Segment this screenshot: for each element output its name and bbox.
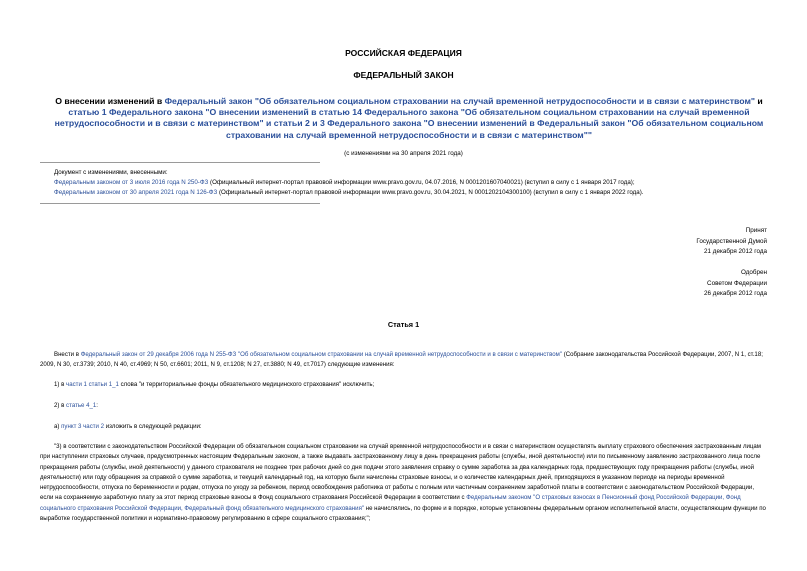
- item-2-link[interactable]: статье 4_1: [66, 402, 97, 409]
- quote-text-2: не начислялись, по форме и в порядке, которые установлены федеральным органом исполнительной власти, осуществляющим функции по выработке государственной политики и нормативно-правовому регулированию в сфере социального страхования;";: [40, 504, 766, 523]
- article-intro-paragraph: [40, 350, 768, 371]
- accepted-date: 21 декабря 2012 года: [704, 248, 767, 255]
- item-a-text-2: изложить в следующей редакции:: [104, 423, 202, 430]
- item-1-text-1: 1) в: [54, 381, 67, 388]
- amendment-item: [54, 188, 644, 198]
- item-2-paragraph: [54, 401, 768, 411]
- approved-date: 26 декабря 2012 года: [704, 290, 767, 297]
- divider-top: [40, 162, 320, 163]
- changes-date: (с изменениями на 30 апреля 2021 года): [344, 150, 463, 157]
- approved-block: [704, 268, 767, 300]
- title-text-1: О внесении изменений в: [55, 96, 165, 106]
- item-1-text-2: слова "и территориальные фонды обязательного медицинского страхования" исключить;: [118, 381, 375, 388]
- amendment-link[interactable]: Федеральным законом от 30 апреля 2021 года N 126-ФЗ: [54, 189, 218, 196]
- item-1-link[interactable]: части 1 статьи 1_1: [66, 381, 119, 388]
- item-1-paragraph: [54, 380, 768, 390]
- accepted-line: Государственной Думой: [696, 237, 767, 245]
- amendments-block: [54, 168, 644, 198]
- item-2-text-1: 2) в: [54, 402, 67, 409]
- item-a-link[interactable]: пункт 3 части 2: [61, 423, 105, 430]
- accepted-block: [696, 226, 767, 258]
- intro-law-link[interactable]: Федеральный закон от 29 декабря 2006 года N 255-ФЗ "Об обязательном социальном страховании на случай временной нетрудоспособности и в связи с материнством": [80, 351, 563, 358]
- quoted-paragraph: [40, 442, 768, 524]
- quote-text-1: "3) в соответствии с законодательством Российской Федерации об обязательном социальном страховании на случай временной нетрудоспособности и в связи с материнством осуществлять выплату страхового обеспечения застрахованным лицам при наступлении страховых случаев, предусмотренных настоящим Федеральным законом, а также выдавать застрахованному лицу в день прекращения работы (службы, иной деятельности) или по письменному заявлению застрахованного лица после прекращения работы (службы, иной деятельности) у данного страхователя не позднее трех рабочих дней со дня подачи этого заявления справку о сумме заработка за два календарных года, предшествующих году прекращения работы (службы, иной деятельности) или году обращения за справкой о сумме заработка, и текущий календарный год, на которую были начислены страховые взносы, и о количестве календарных дней, приходящихся в указанном периоде на периоды временной нетрудоспособности, отпуска по беременности и родам, отпуска по уходу за ребенком, период освобождения работника от работы с полным или частичным сохранением заработной платы в соответствии с законодательством Российской Федерации, если на сохраняемую заработную плату за этот период страховые взносы в Фонд социального страхования Российской Федерации в соответствии с: [40, 443, 761, 502]
- divider-bottom: [40, 203, 320, 204]
- amendments-label: Документ с изменениями, внесенными:: [54, 169, 168, 176]
- title-link-article-1[interactable]: статью 1 Федерального закона "О внесении изменений в статью 14 Федерального закона "Об обязательном социальном страховании на случай временной нетрудоспособности и в связи с материнством" и статьи 2 и 3 Федерального закона "О внесении изменений в Федеральный закон "Об обязательном социальном страховании на случай временной нетрудоспособности и в связи с материнством"": [54, 107, 764, 140]
- approved-line: Советом Федерации: [707, 279, 767, 287]
- document-title: [48, 96, 770, 141]
- approved-line: Одобрен: [740, 269, 767, 276]
- title-text-2: и: [755, 96, 763, 106]
- document-type-heading: ФЕДЕРАЛЬНЫЙ ЗАКОН: [353, 70, 454, 80]
- amendment-text: (Официальный интернет-портал правовой информации www.pravo.gov.ru, 04.07.2016, N 0001201607040021) (вступил в силу с 1 января 2017 года);: [208, 179, 635, 186]
- amendment-text: (Официальный интернет-портал правовой информации www.pravo.gov.ru, 30.04.2021, N 0001202104300100) (вступил в силу с 1 января 2022 года).: [217, 189, 644, 196]
- amendment-link[interactable]: Федеральным законом от 3 июля 2016 года N 250-ФЗ: [54, 179, 209, 186]
- article-heading: Статья 1: [387, 320, 420, 329]
- intro-text-1: Внести в: [54, 351, 81, 358]
- intro-text-2: (Собрание законодательства Российской Федерации, 2007, N 1, ст.18; 2009, N 30, ст.3739; 2010, N 40, ст.4969; N 50, ст.6601; 2011, N 9, ст.1208; N 27, ст.3880; N 49, ст.7017) следующие изменения:: [40, 351, 763, 369]
- title-link-federal-law[interactable]: Федеральный закон "Об обязательном социальном страховании на случай временной нетрудоспособности и в связи с материнством": [164, 96, 755, 106]
- item-a-paragraph: [54, 422, 768, 432]
- amendment-item: [54, 178, 644, 188]
- item-2-text-2: :: [96, 402, 98, 409]
- country-heading: РОССИЙСКАЯ ФЕДЕРАЦИЯ: [345, 48, 462, 58]
- accepted-line: Принят: [745, 227, 767, 234]
- quote-law-link[interactable]: Федеральным законом "О страховых взносах в Пенсионный фонд Российской Федерации, Фонд социального страхования Российской Федерации, Федеральный фонд обязательного медицинского страхования": [40, 494, 741, 512]
- item-a-text-1: а): [54, 423, 62, 430]
